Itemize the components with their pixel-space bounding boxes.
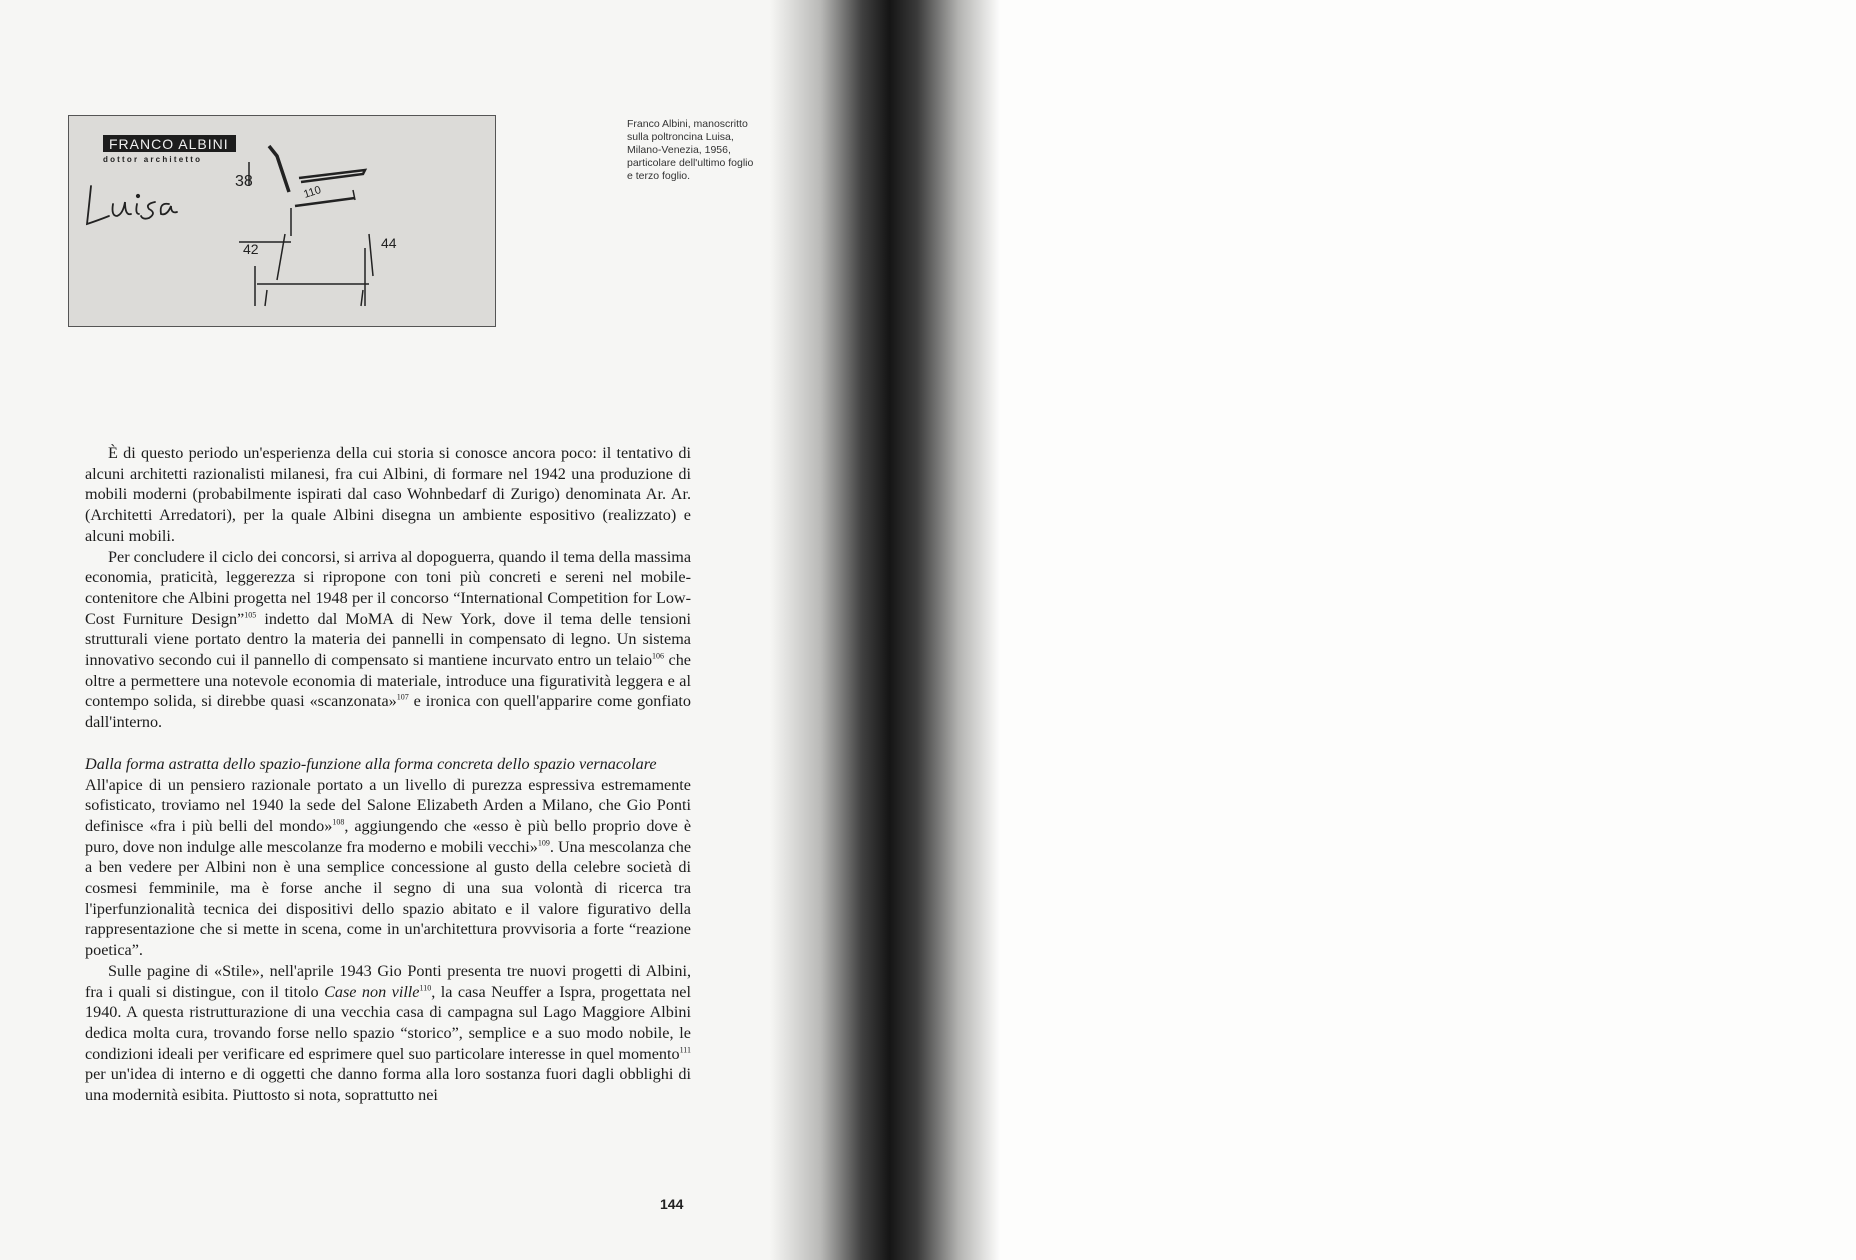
paragraph-1: È di questo periodo un'esperienza della cui storia si conosce ancora poco: il tentativo di alcuni architetti razionalisti milanesi, fra cui Albini, di formare nel 1942 una produzione di mobili moderni (probabilmente ispirati dal caso Wohnbedarf di Zurigo) denominata Ar. Ar. (Architetti Arredatori), per la quale Albini disegna un ambiente espositivo (realizzato) e alcuni mobili. bbox=[85, 444, 691, 545]
card-dimension-42: 42 bbox=[243, 241, 259, 257]
section-heading: Dalla forma astratta dello spazio-funzione alla forma concreta dello spazio vernacolare bbox=[85, 754, 657, 773]
footnote-ref: 110 bbox=[419, 983, 432, 993]
chair-sketch-drawing bbox=[69, 116, 497, 328]
footnote-ref: 108 bbox=[332, 817, 345, 827]
caption-line: e terzo foglio. bbox=[627, 170, 691, 182]
body-text bbox=[85, 443, 691, 1106]
right-page bbox=[928, 0, 1856, 1260]
page-number: 144 bbox=[660, 1196, 684, 1212]
card-dimension-44: 44 bbox=[381, 235, 397, 251]
card-subtitle: dottor architetto bbox=[103, 155, 203, 164]
book-gutter-shadow bbox=[770, 0, 1000, 1260]
figure-business-card bbox=[68, 115, 496, 327]
caption-line: sulla poltroncina Luisa, bbox=[627, 131, 734, 143]
paragraph-4: Sulle pagine di «Stile», nell'aprile 1943 Gio Ponti presenta tre nuovi progetti di Albini, fra i quali si distingue, con il titolo Case non ville$^{110}$, la casa Neuffer a Ispra, progettata nel 1940. A questa ristrutturazione di una vecchia casa di campagna sul Lago Maggiore Albini dedica molta cura, trovando forse nello spazio “storico”, semplice e a suo modo nobile, le condizioni ideali per verificare ed esprimere quel suo particolare interesse in quel momento$^{111}$ per un'idea di interno e di oggetti che danno forma alla loro sostanza fuori dagli obblighi di una modernità esibita. Piuttosto si nota, soprattutto nei bbox=[85, 961, 691, 1105]
footnote-ref: 111 bbox=[679, 1045, 691, 1055]
figure-caption bbox=[627, 118, 777, 183]
footnote-ref: 105 bbox=[244, 610, 257, 620]
card-dimension-110: 110 bbox=[302, 184, 323, 201]
caption-line: Milano-Venezia, 1956, bbox=[627, 144, 731, 156]
footnote-ref: 106 bbox=[652, 651, 665, 661]
caption-line: particolare dell'ultimo foglio bbox=[627, 157, 754, 169]
paragraph-2: Per concludere il ciclo dei concorsi, si arriva al dopoguerra, quando il tema della massima economia, praticità, leggerezza si ripropone con toni più concreti e sereni nel mobile-contenitore che Albini progetta nel 1948 per il concorso “International Competition for Low-Cost Furniture Design”$^{105}$ indetto dal MoMA di New York, dove il tema delle tensioni strutturali viene portato dentro la materia dei pannelli in compensato di legno. Un sistema innovativo secondo cui il pannello di compensato si mantiene incurvato entro un telaio$^{106}$ che oltre a permettere una notevole economia di materiale, introduce una figuratività leggera e al contempo solida, si direbbe quasi «scanzonata»$^{107}$ e ironica con quell'apparire come gonfiato dall'interno. bbox=[85, 547, 691, 732]
footnote-ref: 109 bbox=[537, 838, 550, 848]
card-brand-label: FRANCO ALBINI bbox=[103, 135, 236, 152]
card-dimension-38: 38 bbox=[235, 173, 253, 190]
footnote-ref: 107 bbox=[396, 693, 409, 703]
caption-line: Franco Albini, manoscritto bbox=[627, 118, 748, 130]
paragraph-3: All'apice di un pensiero razionale portato a un livello di purezza espressiva estremamente sofisticato, troviamo nel 1940 la sede del Salone Elizabeth Arden a Milano, che Gio Ponti definisce «fra i più belli del mondo»$^{108}$, aggiungendo che «esso è più bello proprio dove è puro, dove non indulge alle mescolanze fra moderno e mobili vecchi»$^{109}$. Una mescolanza che a ben vedere per Albini non è una semplice concessione al gusto della celebre società di cosmesi femminile, ma è forse anche il segno di una sua volontà di ricerca tra l'iperfunzionalità tecnica dei dispositivi dello spazio abitato e il valore figurativo della rappresentazione che si mette in scena, come in un'architettura provvisoria a forte “reazione poetica”. bbox=[85, 775, 691, 960]
italic-title: Case non ville bbox=[324, 982, 420, 1001]
card-handwriting-signature bbox=[87, 186, 177, 224]
